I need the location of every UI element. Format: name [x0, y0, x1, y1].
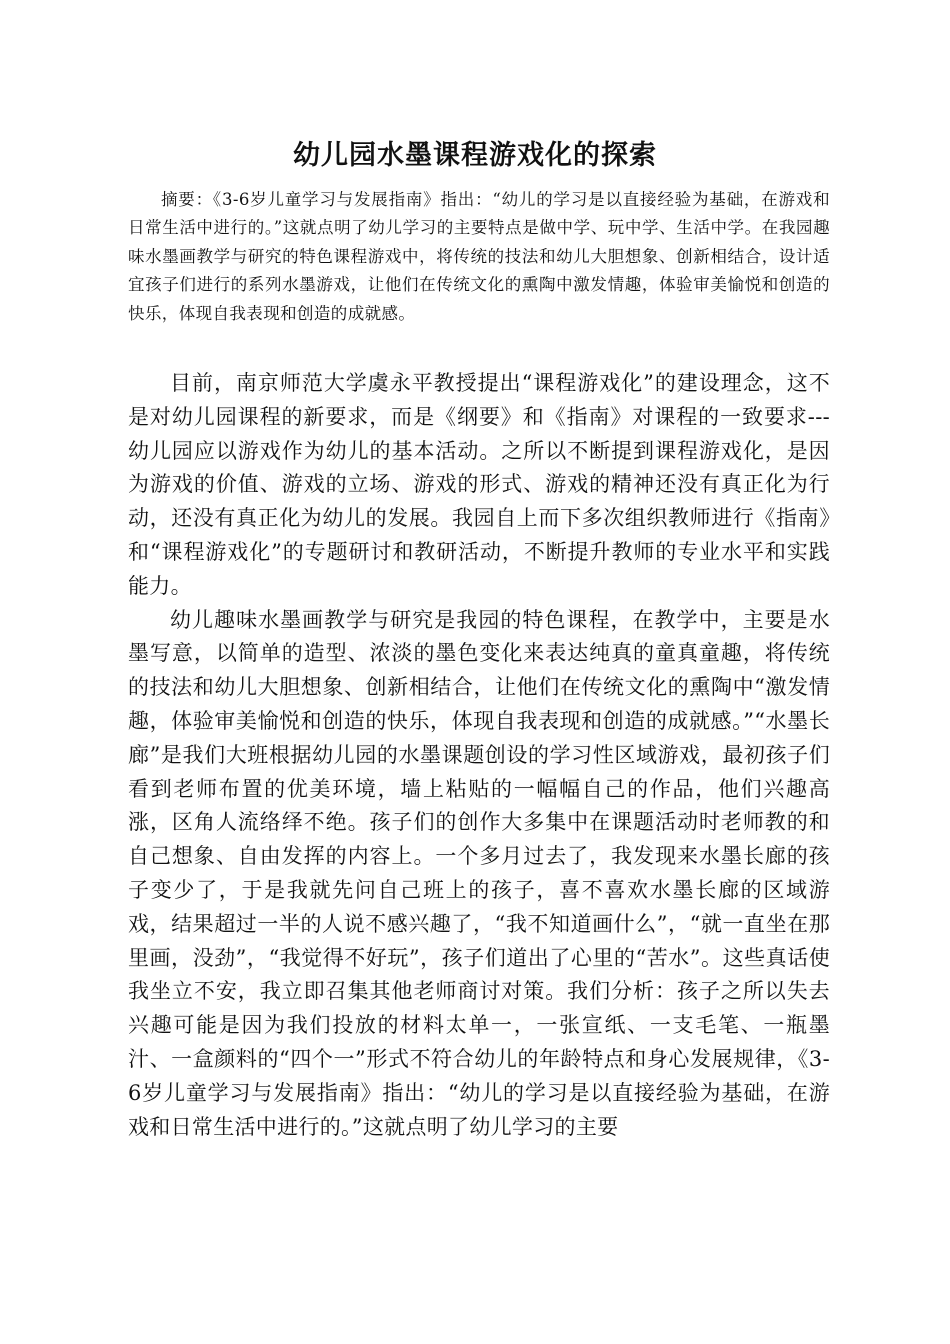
body-paragraph-1: 目前，南京师范大学虞永平教授提出“课程游戏化”的建设理念，这不是对幼儿园课程的新要求，而是《纲要》和《指南》对课程的一致要求---幼儿园应以游戏作为幼儿的基本活动。之所以不断提到课程游戏化，是因为游戏的价值、游戏的立场、游戏的形式、游戏的精神还没有真正化为行动，还没有真正化为幼儿的发展。我园自上而下多次组织教师进行《指南》和“课程游戏化”的专题研讨和教研活动，不断提升教师的专业水平和实践能力。: [128, 371, 830, 598]
document-title: 幼儿园水墨课程游戏化的探索: [293, 140, 657, 171]
body-paragraph-2: 幼儿趣味水墨画教学与研究是我园的特色课程，在教学中，主要是水墨写意，以简单的造型、浓淡的墨色变化来表达纯真的童真童趣，将传统的技法和幼儿大胆想象、创新相结合，让他们在传统文化的熏陶中“激发情趣，体验审美愉悦和创造的快乐，体现自我表现和创造的成就感。”“水墨长廊”是我们大班根据幼儿园的水墨课题创设的学习性区域游戏，最初孩子们看到老师布置的优美环境，墙上粘贴的一幅幅自己的作品，他们兴趣高涨，区角人流络绎不绝。孩子们的创作大多集中在课题活动时老师教的和自己想象、自由发挥的内容上。一个多月过去了，我发现来水墨长廊的孩子变少了，于是我就先问自己班上的孩子，喜不喜欢水墨长廊的区域游戏，结果超过一半的人说不感兴趣了，“我不知道画什么”，“就一直坐在那里画，没劲”，“我觉得不好玩”，孩子们道出了心里的“苦水”。这些真话使我坐立不安，我立即召集其他老师商讨对策。我们分析：孩子之所以失去兴趣可能是因为我们投放的材料太单一，一张宣纸、一支毛笔、一瓶墨汁、一盒颜料的“四个一”形式不符合幼儿的年龄特点和身心发展规律，《3-6岁儿童学习与发展指南》指出：“幼儿的学习是以直接经验为基础，在游戏和日常生活中进行的。”这就点明了幼儿学习的主要: [128, 607, 830, 1139]
abstract-paragraph: 摘要：《3-6岁儿童学习与发展指南》指出：“幼儿的学习是以直接经验为基础，在游戏和日常生活中进行的。”这就点明了幼儿学习的主要特点是做中学、玩中学、生活中学。在我园趣味水墨画教学与研究的特色课程游戏中，将传统的技法和幼儿大胆想象、创新相结合，设计适宜孩子们进行的系列水墨游戏，让他们在传统文化的熏陶中激发情趣，体验审美愉悦和创造的快乐，体现自我表现和创造的成就感。: [128, 190, 830, 323]
body-text: [128, 367, 830, 1144]
